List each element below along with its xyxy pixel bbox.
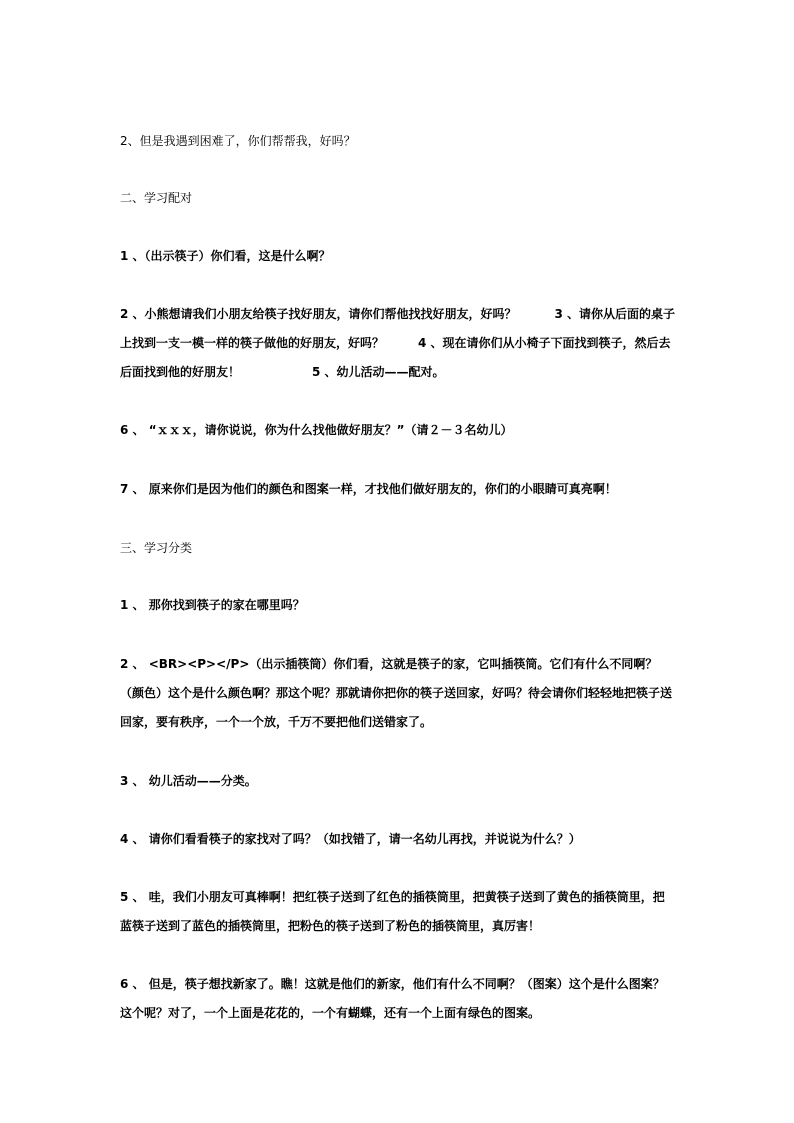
step-find-home: 1 、 那你找到筷子的家在哪里吗？ — [120, 598, 305, 612]
step-new-home: 6 、 但是，筷子想找新家了。瞧！这就是他们的新家，他们有什么不同啊？（图案）这个是什么图案？这个呢？对了，一个上面是花花的，一个有蝴蝶，还有一个上面有绿色的图案。 — [120, 977, 665, 1020]
step-2-text: 2 、小熊想请我们小朋友给筷子找好朋友，请你们帮他找找好朋友，好吗？ — [120, 307, 517, 321]
step-conclusion: 7 、 原来你们是因为他们的颜色和图案一样，才找他们做好朋友的，你们的小眼睛可真亮啊！ — [120, 482, 617, 496]
step-activity-sorting: 3 、 幼儿活动——分类。 — [120, 774, 257, 788]
step-3-text: 3 、请你从后面的桌子上找到一支一模一样的筷子做他的好朋友，好吗？ — [120, 307, 676, 350]
section-heading-matching: 二、学习配对 — [120, 191, 193, 205]
paragraph-help-request: 2、但是我遇到困难了，你们帮帮我，好吗？ — [120, 134, 356, 148]
step-find-friends — [120, 300, 676, 387]
step-4-text: 4 、现在请你们从小椅子下面找到筷子，然后去后面找到他的好朋友！ — [120, 336, 671, 379]
step-praise: 5 、 哇，我们小朋友可真棒啊！把红筷子送到了红色的插筷筒里，把黄筷子送到了黄色的插筷筒里，把蓝筷子送到了蓝色的插筷筒里，把粉色的筷子送到了粉色的插筷筒里，真厉害！ — [120, 890, 665, 933]
step-show-chopsticks: 1 、（出示筷子）你们看，这是什么啊？ — [120, 249, 331, 263]
step-check-homes: 4 、 请你们看看筷子的家找对了吗？（如找错了，请一名幼儿再找，并说说为什么？） — [120, 832, 581, 846]
section-heading-classify: 三、学习分类 — [120, 541, 193, 555]
step-5-text: 5 、幼儿活动——配对。 — [312, 365, 445, 379]
step-chopstick-holder: 2 、 <BR><P></P>（出示插筷筒）你们看，这就是筷子的家，它叫插筷筒。它们有什么不同啊？（颜色）这个是什么颜色啊？那这个呢？那就请你把你的筷子送回家，好吗？待会请你们轻轻地把筷子送回家，要有秩序，一个一个放，千万不要把他们送错家了。 — [120, 657, 673, 729]
step-ask-why: 6 、 “ｘｘｘ，请你说说，你为什么找他做好朋友？”（请２－３名幼儿） — [120, 423, 513, 437]
